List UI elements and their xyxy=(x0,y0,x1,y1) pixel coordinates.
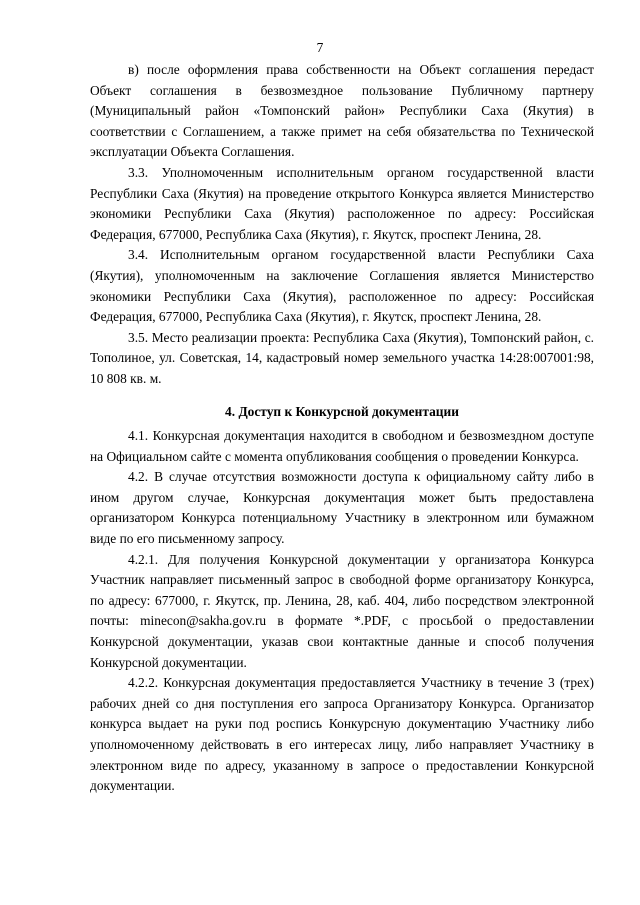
paragraph-3-5: 3.5. Место реализации проекта: Республика Саха (Якутия), Томпонский район, с. Тополиное, ул. Советская, 14, кадастровый номер земельного участка 14:28:007001:98, 10 808 кв. м. xyxy=(90,329,594,386)
paragraph-4-2: 4.2. В случае отсутствия возможности доступа к официальному сайту либо в ином другом случае, Конкурсная документация может быть предоставлена организатором Конкурса потенциальному Участнику в электронном или бумажном виде по его письменному запросу. xyxy=(90,469,594,547)
paragraph-4-1: 4.1. Конкурсная документация находится в свободном и безвозмездном доступе на Официальном сайте с момента опубликования сообщения о проведении Конкурса. xyxy=(90,428,594,464)
paragraph-4-2-2: 4.2.2. Конкурсная документация предоставляется Участнику в течение 3 (трех) рабочих дней со дня поступления его запроса Организатору Конкурса. Организатор конкурса выдает на руки под роспись Конкурсную документацию Участнику либо уполномоченному действовать в его интересах лицу, либо направляет Участнику в электронном виде по адресу, указанному в запросе о предоставлении Конкурсной документации. xyxy=(90,675,594,794)
paragraph-3-4: 3.4. Исполнительным органом государственной власти Республики Саха (Якутия), уполномоченным на заключение Соглашения является Министерство экономики Республики Саха (Якутия), расположенное по адресу: Российская Федерация, 677000, Республика Саха (Якутия), г. Якутск, проспект Ленина, 28. xyxy=(90,247,594,325)
paragraph-3-3: 3.3. Уполномоченным исполнительным органом государственной власти Республики Саха (Якутия) на проведение открытого Конкурса является Министерство экономики Республики Саха (Якутия) расположенное по адресу: Российская Федерация, 677000, Республика Саха (Якутия), г. Якутск, проспект Ленина, 28. xyxy=(90,164,594,242)
paragraph-3-2-v: в) после оформления права собственности на Объект соглашения передаст Объект соглашения в безвозмездное пользование Публичному партнеру (Муниципальный район «Томпонский район» Республики Саха (Якутия) в соответствии с Соглашением, а также примет на себя обязательства по Технической эксплуатации Объекта Соглашения. xyxy=(90,62,594,160)
section-heading: 4. Доступ к Конкурсной документации xyxy=(225,403,459,419)
paragraph-4-2-1: 4.2.1. Для получения Конкурсной документации у организатора Конкурса Участник направляет письменный запрос в свободной форме организатору Конкурса, по адресу: 677000, г. Якутск, пр. Ленина, 28, каб. 404, либо посредством электронной почты: minecon@sakha.gov.ru в формате *.PDF, с просьбой о предоставлении Конкурсной документации, указав свои контактные данные и способ получения Конкурсной документации. xyxy=(90,551,594,670)
page-number: 7 xyxy=(316,40,324,55)
document-body xyxy=(90,60,594,797)
